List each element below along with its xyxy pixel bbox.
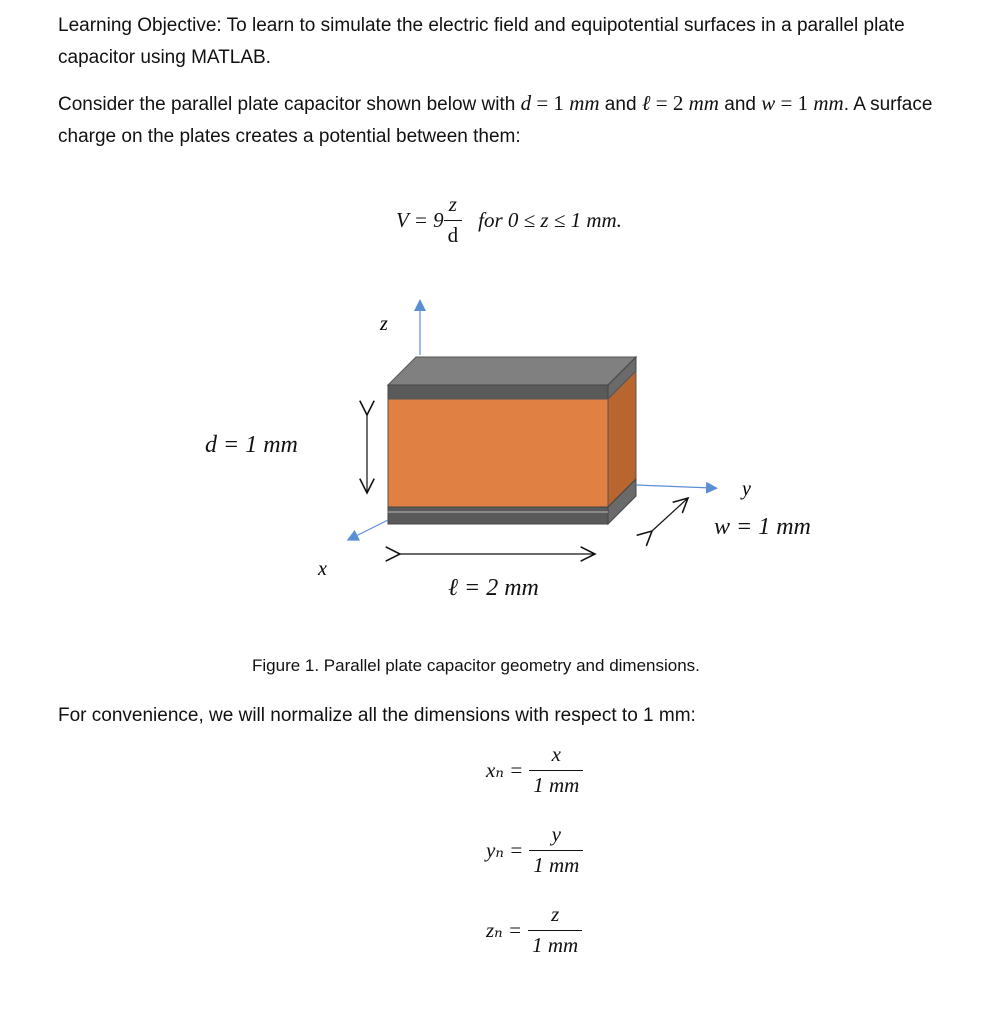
potential-numerator: z — [448, 192, 457, 216]
potential-range: for 0 ≤ z ≤ 1 mm. — [478, 207, 622, 232]
potential-lhs: V = 9 — [396, 207, 444, 232]
math-l: ℓ — [641, 91, 651, 115]
figure-caption: Figure 1. Parallel plate capacitor geometry and dimensions. — [252, 656, 700, 675]
normalization-x-fraction — [529, 742, 583, 798]
math-d: d — [520, 91, 532, 115]
potential-denominator: d — [444, 220, 463, 248]
dielectric-front — [388, 399, 608, 507]
normalization-z — [486, 902, 582, 958]
normalization-z-lhs: zₙ = — [486, 917, 523, 942]
bottom-plate-front — [388, 507, 608, 524]
normalization-x-num: x — [551, 742, 561, 766]
normalization-y-lhs: yₙ = — [486, 837, 524, 862]
z-axis-label: z — [380, 313, 388, 335]
intro-text-2: . A surface charge on the plates creates a potential between them: — [58, 94, 933, 147]
normalization-z-fraction — [528, 902, 582, 958]
math-eq1: = 1 — [531, 91, 570, 115]
intro-and-2: and — [718, 94, 762, 115]
math-eq3: = 1 — [775, 91, 814, 115]
math-w: w — [761, 91, 776, 115]
normalization-y-num: y — [551, 822, 561, 846]
x-axis-label: x — [318, 558, 327, 580]
normalization-y — [486, 822, 583, 878]
normalization-x-den: 1 mm — [529, 770, 583, 798]
normalization-z-den: 1 mm — [528, 930, 582, 958]
intro-text-1: Consider the parallel plate capacitor shown below with — [58, 94, 521, 115]
top-plate-top — [388, 357, 636, 385]
w-dimension-label: w = 1 mm — [714, 514, 811, 540]
math-mm3: mm — [813, 91, 844, 115]
y-axis-line — [636, 485, 712, 488]
w-dimension-arrow — [652, 498, 688, 531]
learning-objective: Learning Objective: To learn to simulate the electric field and equipotential surfaces in a parallel plate capacitor using MATLAB. — [58, 15, 905, 68]
math-mm2: mm — [688, 91, 719, 115]
normalize-text: For convenience, we will normalize all the dimensions with respect to 1 mm: — [58, 705, 696, 726]
x-axis-line — [352, 520, 388, 538]
normalization-x-lhs: xₙ = — [486, 757, 524, 782]
intro-and-1: and — [599, 94, 642, 115]
top-plate-front — [388, 385, 608, 399]
math-eq2: = 2 — [650, 91, 689, 115]
normalization-z-num: z — [551, 902, 560, 926]
normalization-y-den: 1 mm — [529, 850, 583, 878]
d-dimension-label: d = 1 mm — [205, 432, 298, 458]
normalization-x — [486, 742, 583, 798]
l-dimension-label: ℓ = 2 mm — [448, 575, 539, 601]
normalization-y-fraction — [529, 822, 583, 878]
y-axis-label: y — [742, 478, 751, 500]
math-mm1: mm — [569, 91, 600, 115]
